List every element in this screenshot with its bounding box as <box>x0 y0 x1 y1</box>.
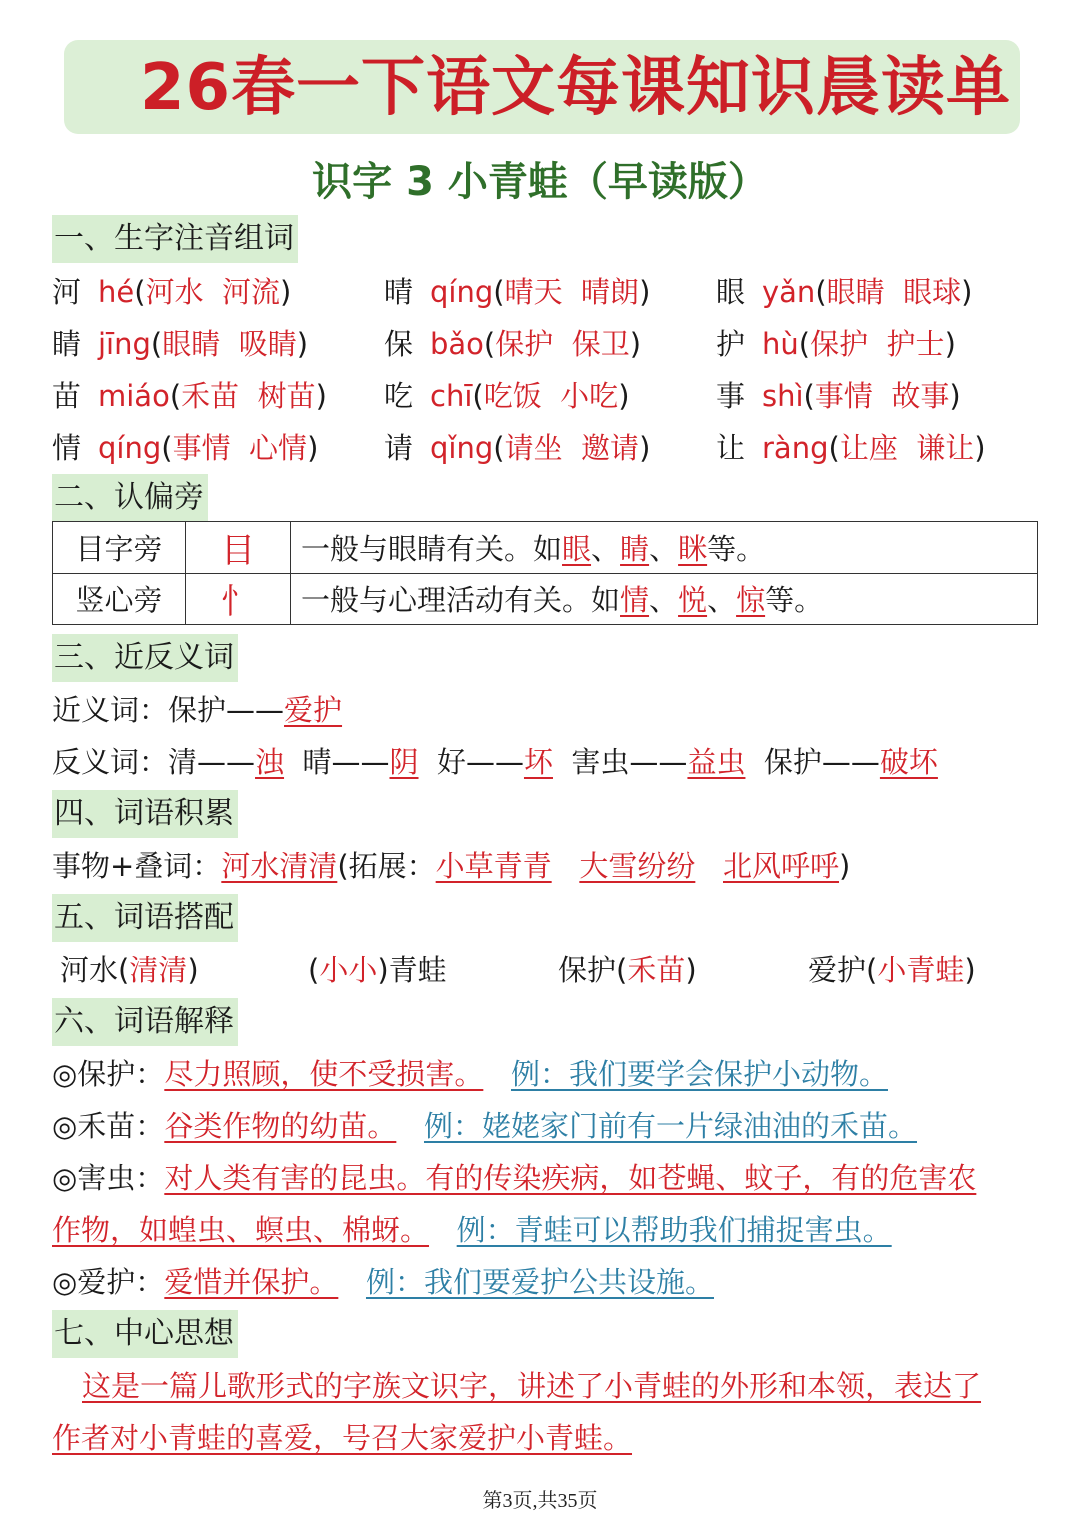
section-heading-collocations: 五、词语搭配 <box>52 894 238 942</box>
explanation-item: ◎爱护：爱惜并保护。 例：我们要爱护公共设施。 <box>52 1265 714 1299</box>
word: 心情 <box>249 431 308 465</box>
explanation-item: ◎害虫：对人类有害的昆虫。有的传染疾病，如苍蝇、蚊子，有的危害农 <box>52 1161 977 1195</box>
character-entry: 让 ràng(让座 谦让) <box>716 428 986 468</box>
pinyin: jīng <box>98 327 151 361</box>
word: 晴天 <box>504 275 563 309</box>
radical-name: 目字旁 <box>53 522 186 574</box>
word: 河水 <box>145 275 204 309</box>
pinyin: yǎn <box>762 275 816 309</box>
radical-description: 一般与心理活动有关。如情、悦、惊等。 <box>291 573 1038 625</box>
word: 保卫 <box>571 327 630 361</box>
character-entry: 事 shì(事情 故事) <box>716 376 961 416</box>
explanation-item: ◎保护：尽力照顾，使不受损害。 例：我们要学会保护小动物。 <box>52 1057 888 1091</box>
central-idea-line: 作者对小青蛙的喜爱，号召大家爱护小青蛙。 <box>52 1421 633 1455</box>
character-entry: 眼 yǎn(眼睛 眼球) <box>716 272 972 312</box>
word: 禾苗 <box>181 379 240 413</box>
collocation-item: 保护(禾苗) <box>558 953 697 987</box>
word: 邀请 <box>581 431 640 465</box>
central-idea-line: 这是一篇儿歌形式的字族文识字，讲述了小青蛙的外形和本领，表达了 <box>82 1369 982 1403</box>
character-entry: 保 bǎo(保护 保卫) <box>384 324 641 364</box>
word: 事情 <box>814 379 873 413</box>
word: 保护 <box>495 327 554 361</box>
pinyin: qǐng <box>430 431 494 465</box>
word: 树苗 <box>257 379 316 413</box>
accumulation-line: 事物+叠词：河水清清(拓展：小草青青 大雪纷纷 北风呼呼) <box>52 849 851 883</box>
word: 河流 <box>222 275 281 309</box>
character: 苗 <box>52 379 82 413</box>
radical-glyph: 目 <box>186 522 291 574</box>
character-entry: 请 qǐng(请坐 邀请) <box>384 428 650 468</box>
character: 睛 <box>52 327 82 361</box>
word: 请坐 <box>504 431 563 465</box>
word: 让座 <box>839 431 898 465</box>
lesson-subtitle: 识字 3 小青蛙（早读版） <box>312 159 768 205</box>
radical-glyph: 忄 <box>186 573 291 625</box>
pinyin: ràng <box>762 431 829 465</box>
word: 护士 <box>886 327 945 361</box>
character-entry: 护 hù(保护 护士) <box>716 324 956 364</box>
section-heading-characters: 一、生字注音组词 <box>52 215 298 263</box>
section-heading-explanations: 六、词语解释 <box>52 998 238 1046</box>
antonym-line: 反义词：清——浊 晴——阴 好——坏 害虫——益虫 保护——破坏 <box>52 745 938 779</box>
word: 吃饭 <box>483 379 542 413</box>
section-heading-synonyms-antonyms: 三、近反义词 <box>52 634 238 682</box>
character: 请 <box>384 431 414 465</box>
table-row <box>53 522 1038 574</box>
page-title: 26春一下语文每课知识晨读单 <box>140 51 1012 125</box>
radical-table <box>52 521 1038 625</box>
character-entry: 河 hé(河水 河流) <box>52 272 291 312</box>
character: 吃 <box>384 379 414 413</box>
radical-description: 一般与眼睛有关。如眼、睛、眯等。 <box>291 522 1038 574</box>
word: 谦让 <box>916 431 975 465</box>
collocation-item: (小小)青蛙 <box>308 953 447 987</box>
radical-name: 竖心旁 <box>53 573 186 625</box>
pinyin: bǎo <box>430 327 484 361</box>
character-entry: 吃 chī(吃饭 小吃) <box>384 376 630 416</box>
word: 眼睛 <box>162 327 221 361</box>
section-heading-accumulation: 四、词语积累 <box>52 790 238 838</box>
pinyin: miáo <box>98 379 170 413</box>
word: 眼睛 <box>826 275 885 309</box>
character-entry: 苗 miáo(禾苗 树苗) <box>52 376 327 416</box>
character: 眼 <box>716 275 746 309</box>
synonym-line: 近义词：保护——爱护 <box>52 693 343 727</box>
page-number: 第3页,共35页 <box>482 1490 598 1512</box>
character: 保 <box>384 327 414 361</box>
explanation-item: ◎禾苗：谷类作物的幼苗。 例：姥姥家门前有一片绿油油的禾苗。 <box>52 1109 917 1143</box>
word: 保护 <box>810 327 869 361</box>
explanation-item-continued: 作物，如蝗虫、螟虫、棉蚜。 例：青蛙可以帮助我们捕捉害虫。 <box>52 1213 892 1247</box>
table-row <box>53 573 1038 625</box>
section-heading-radicals: 二、认偏旁 <box>52 474 208 522</box>
pinyin: hé <box>98 275 135 309</box>
word: 故事 <box>891 379 950 413</box>
pinyin: chī <box>430 379 473 413</box>
pinyin: qíng <box>430 275 494 309</box>
section-heading-central-idea: 七、中心思想 <box>52 1310 238 1358</box>
character: 河 <box>52 275 82 309</box>
character: 情 <box>52 431 82 465</box>
collocation-item: 河水(清清) <box>60 953 199 987</box>
word: 吸睛 <box>238 327 297 361</box>
character: 护 <box>716 327 746 361</box>
character: 事 <box>716 379 746 413</box>
word: 眼球 <box>903 275 962 309</box>
character-entry: 晴 qíng(晴天 晴朗) <box>384 272 650 312</box>
pinyin: qíng <box>98 431 162 465</box>
word: 事情 <box>172 431 231 465</box>
pinyin: hù <box>762 327 799 361</box>
collocation-item: 爱护(小青蛙) <box>808 953 976 987</box>
character: 晴 <box>384 275 414 309</box>
character-entry: 睛 jīng(眼睛 吸睛) <box>52 324 308 364</box>
character-entry: 情 qíng(事情 心情) <box>52 428 318 468</box>
word: 小吃 <box>560 379 619 413</box>
pinyin: shì <box>762 379 804 413</box>
character: 让 <box>716 431 746 465</box>
word: 晴朗 <box>581 275 640 309</box>
